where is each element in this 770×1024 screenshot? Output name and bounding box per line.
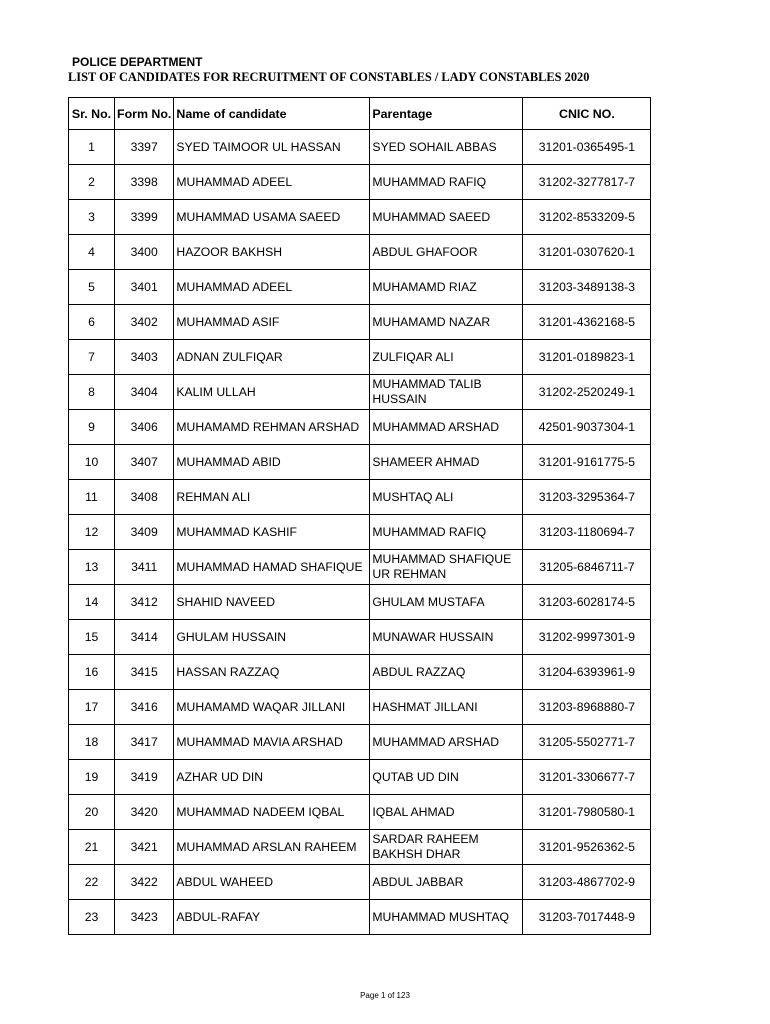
cell-cnic-no: 31202-3277817-7 <box>523 165 651 200</box>
cell-parentage: MUHAMAMD RIAZ <box>370 270 523 305</box>
cell-cnic-no: 42501-9037304-1 <box>523 410 651 445</box>
cell-sr-no: 15 <box>69 620 115 655</box>
cell-form-no: 3406 <box>115 410 174 445</box>
cell-form-no: 3398 <box>115 165 174 200</box>
cell-sr-no: 18 <box>69 725 115 760</box>
cell-form-no: 3416 <box>115 690 174 725</box>
cell-form-no: 3422 <box>115 865 174 900</box>
candidates-table <box>68 97 651 935</box>
cell-candidate-name: MUHAMMAD USAMA SAEED <box>174 200 370 235</box>
header-parentage: Parentage <box>370 98 523 130</box>
cell-cnic-no: 31205-6846711-7 <box>523 550 651 585</box>
table-row <box>69 900 651 935</box>
cell-sr-no: 17 <box>69 690 115 725</box>
header-form-no: Form No. <box>115 98 174 130</box>
cell-candidate-name: MUHAMMAD ASIF <box>174 305 370 340</box>
cell-candidate-name: MUHAMMAD NADEEM IQBAL <box>174 795 370 830</box>
cell-sr-no: 21 <box>69 830 115 865</box>
cell-candidate-name: MUHAMMAD KASHIF <box>174 515 370 550</box>
cell-sr-no: 6 <box>69 305 115 340</box>
cell-candidate-name: ABDUL-RAFAY <box>174 900 370 935</box>
page-footer: Page 1 of 123 <box>360 991 410 1000</box>
cell-parentage: SYED SOHAIL ABBAS <box>370 130 523 165</box>
cell-parentage: ABDUL RAZZAQ <box>370 655 523 690</box>
cell-sr-no: 13 <box>69 550 115 585</box>
cell-sr-no: 16 <box>69 655 115 690</box>
table-row <box>69 585 651 620</box>
table-row <box>69 795 651 830</box>
cell-parentage: SHAMEER AHMAD <box>370 445 523 480</box>
cell-candidate-name: MUHAMMAD ADEEL <box>174 270 370 305</box>
table-row <box>69 130 651 165</box>
cell-candidate-name: REHMAN ALI <box>174 480 370 515</box>
cell-sr-no: 22 <box>69 865 115 900</box>
cell-sr-no: 2 <box>69 165 115 200</box>
cell-parentage: MUHAMMAD TALIB HUSSAIN <box>370 375 523 410</box>
cell-candidate-name: MUHAMMAD ADEEL <box>174 165 370 200</box>
cell-parentage: MUSHTAQ ALI <box>370 480 523 515</box>
cell-cnic-no: 31204-6393961-9 <box>523 655 651 690</box>
cell-candidate-name: MUHAMMAD ARSLAN RAHEEM <box>174 830 370 865</box>
table-body <box>69 130 651 935</box>
cell-cnic-no: 31203-3489138-3 <box>523 270 651 305</box>
cell-sr-no: 7 <box>69 340 115 375</box>
cell-parentage: MUHAMMAD SAEED <box>370 200 523 235</box>
cell-cnic-no: 31201-9526362-5 <box>523 830 651 865</box>
cell-candidate-name: MUHAMAMD REHMAN ARSHAD <box>174 410 370 445</box>
cell-cnic-no: 31201-0365495-1 <box>523 130 651 165</box>
cell-candidate-name: HAZOOR BAKHSH <box>174 235 370 270</box>
cell-cnic-no: 31203-7017448-9 <box>523 900 651 935</box>
cell-form-no: 3407 <box>115 445 174 480</box>
cell-candidate-name: ABDUL WAHEED <box>174 865 370 900</box>
header-name-of-candidate: Name of candidate <box>174 98 370 130</box>
cell-cnic-no: 31201-0189823-1 <box>523 340 651 375</box>
cell-parentage: MUHAMMAD MUSHTAQ <box>370 900 523 935</box>
cell-candidate-name: SHAHID NAVEED <box>174 585 370 620</box>
table-row <box>69 725 651 760</box>
cell-candidate-name: MUHAMMAD HAMAD SHAFIQUE <box>174 550 370 585</box>
cell-cnic-no: 31201-9161775-5 <box>523 445 651 480</box>
cell-candidate-name: MUHAMMAD ABID <box>174 445 370 480</box>
cell-cnic-no: 31201-7980580-1 <box>523 795 651 830</box>
cell-parentage: GHULAM MUSTAFA <box>370 585 523 620</box>
table-row <box>69 550 651 585</box>
cell-sr-no: 9 <box>69 410 115 445</box>
cell-cnic-no: 31201-4362168-5 <box>523 305 651 340</box>
cell-form-no: 3404 <box>115 375 174 410</box>
cell-cnic-no: 31203-1180694-7 <box>523 515 651 550</box>
cell-sr-no: 10 <box>69 445 115 480</box>
cell-parentage: HASHMAT JILLANI <box>370 690 523 725</box>
cell-sr-no: 3 <box>69 200 115 235</box>
cell-form-no: 3412 <box>115 585 174 620</box>
cell-form-no: 3420 <box>115 795 174 830</box>
table-row <box>69 480 651 515</box>
cell-form-no: 3402 <box>115 305 174 340</box>
cell-cnic-no: 31202-2520249-1 <box>523 375 651 410</box>
cell-candidate-name: MUHAMMAD MAVIA ARSHAD <box>174 725 370 760</box>
header-cnic-no: CNIC NO. <box>523 98 651 130</box>
cell-sr-no: 5 <box>69 270 115 305</box>
table-row <box>69 865 651 900</box>
cell-parentage: ZULFIQAR ALI <box>370 340 523 375</box>
department-heading: POLICE DEPARTMENT <box>72 55 203 69</box>
cell-form-no: 3409 <box>115 515 174 550</box>
cell-parentage: QUTAB UD DIN <box>370 760 523 795</box>
cell-candidate-name: KALIM ULLAH <box>174 375 370 410</box>
table-row <box>69 515 651 550</box>
cell-parentage: MUNAWAR HUSSAIN <box>370 620 523 655</box>
cell-candidate-name: ADNAN ZULFIQAR <box>174 340 370 375</box>
cell-form-no: 3415 <box>115 655 174 690</box>
table-row <box>69 690 651 725</box>
cell-cnic-no: 31203-6028174-5 <box>523 585 651 620</box>
cell-sr-no: 19 <box>69 760 115 795</box>
cell-sr-no: 8 <box>69 375 115 410</box>
cell-candidate-name: GHULAM HUSSAIN <box>174 620 370 655</box>
cell-parentage: ABDUL GHAFOOR <box>370 235 523 270</box>
table-row <box>69 305 651 340</box>
cell-parentage: MUHAMAMD NAZAR <box>370 305 523 340</box>
cell-sr-no: 20 <box>69 795 115 830</box>
table-row <box>69 165 651 200</box>
cell-form-no: 3419 <box>115 760 174 795</box>
list-title: LIST OF CANDIDATES FOR RECRUITMENT OF CONSTABLES / LADY CONSTABLES 2020 <box>68 70 590 84</box>
cell-form-no: 3408 <box>115 480 174 515</box>
cell-cnic-no: 31201-3306677-7 <box>523 760 651 795</box>
cell-form-no: 3397 <box>115 130 174 165</box>
cell-form-no: 3403 <box>115 340 174 375</box>
cell-cnic-no: 31202-9997301-9 <box>523 620 651 655</box>
cell-parentage: MUHAMMAD RAFIQ <box>370 165 523 200</box>
cell-form-no: 3423 <box>115 900 174 935</box>
cell-sr-no: 23 <box>69 900 115 935</box>
cell-candidate-name: HASSAN RAZZAQ <box>174 655 370 690</box>
cell-parentage: MUHAMMAD SHAFIQUE UR REHMAN <box>370 550 523 585</box>
cell-form-no: 3414 <box>115 620 174 655</box>
table-row <box>69 445 651 480</box>
table-row <box>69 655 651 690</box>
table-row <box>69 340 651 375</box>
table-row <box>69 830 651 865</box>
cell-cnic-no: 31203-8968880-7 <box>523 690 651 725</box>
cell-sr-no: 14 <box>69 585 115 620</box>
cell-candidate-name: MUHAMAMD WAQAR JILLANI <box>174 690 370 725</box>
cell-parentage: MUHAMMAD RAFIQ <box>370 515 523 550</box>
cell-form-no: 3401 <box>115 270 174 305</box>
table-row <box>69 235 651 270</box>
cell-parentage: ABDUL JABBAR <box>370 865 523 900</box>
cell-candidate-name: SYED TAIMOOR UL HASSAN <box>174 130 370 165</box>
cell-cnic-no: 31203-4867702-9 <box>523 865 651 900</box>
cell-sr-no: 12 <box>69 515 115 550</box>
cell-form-no: 3417 <box>115 725 174 760</box>
cell-parentage: IQBAL AHMAD <box>370 795 523 830</box>
cell-cnic-no: 31201-0307620-1 <box>523 235 651 270</box>
table-header-row <box>69 98 651 130</box>
cell-parentage: MUHAMMAD ARSHAD <box>370 725 523 760</box>
table-row <box>69 760 651 795</box>
cell-parentage: MUHAMMAD ARSHAD <box>370 410 523 445</box>
cell-sr-no: 11 <box>69 480 115 515</box>
cell-sr-no: 4 <box>69 235 115 270</box>
table-row <box>69 270 651 305</box>
cell-sr-no: 1 <box>69 130 115 165</box>
header-sr-no: Sr. No. <box>69 98 115 130</box>
cell-cnic-no: 31205-5502771-7 <box>523 725 651 760</box>
cell-form-no: 3399 <box>115 200 174 235</box>
table-row <box>69 200 651 235</box>
table-row <box>69 375 651 410</box>
table-row <box>69 620 651 655</box>
cell-cnic-no: 31203-3295364-7 <box>523 480 651 515</box>
cell-parentage: SARDAR RAHEEM BAKHSH DHAR <box>370 830 523 865</box>
cell-form-no: 3411 <box>115 550 174 585</box>
cell-cnic-no: 31202-8533209-5 <box>523 200 651 235</box>
cell-form-no: 3421 <box>115 830 174 865</box>
cell-candidate-name: AZHAR UD DIN <box>174 760 370 795</box>
cell-form-no: 3400 <box>115 235 174 270</box>
table-row <box>69 410 651 445</box>
